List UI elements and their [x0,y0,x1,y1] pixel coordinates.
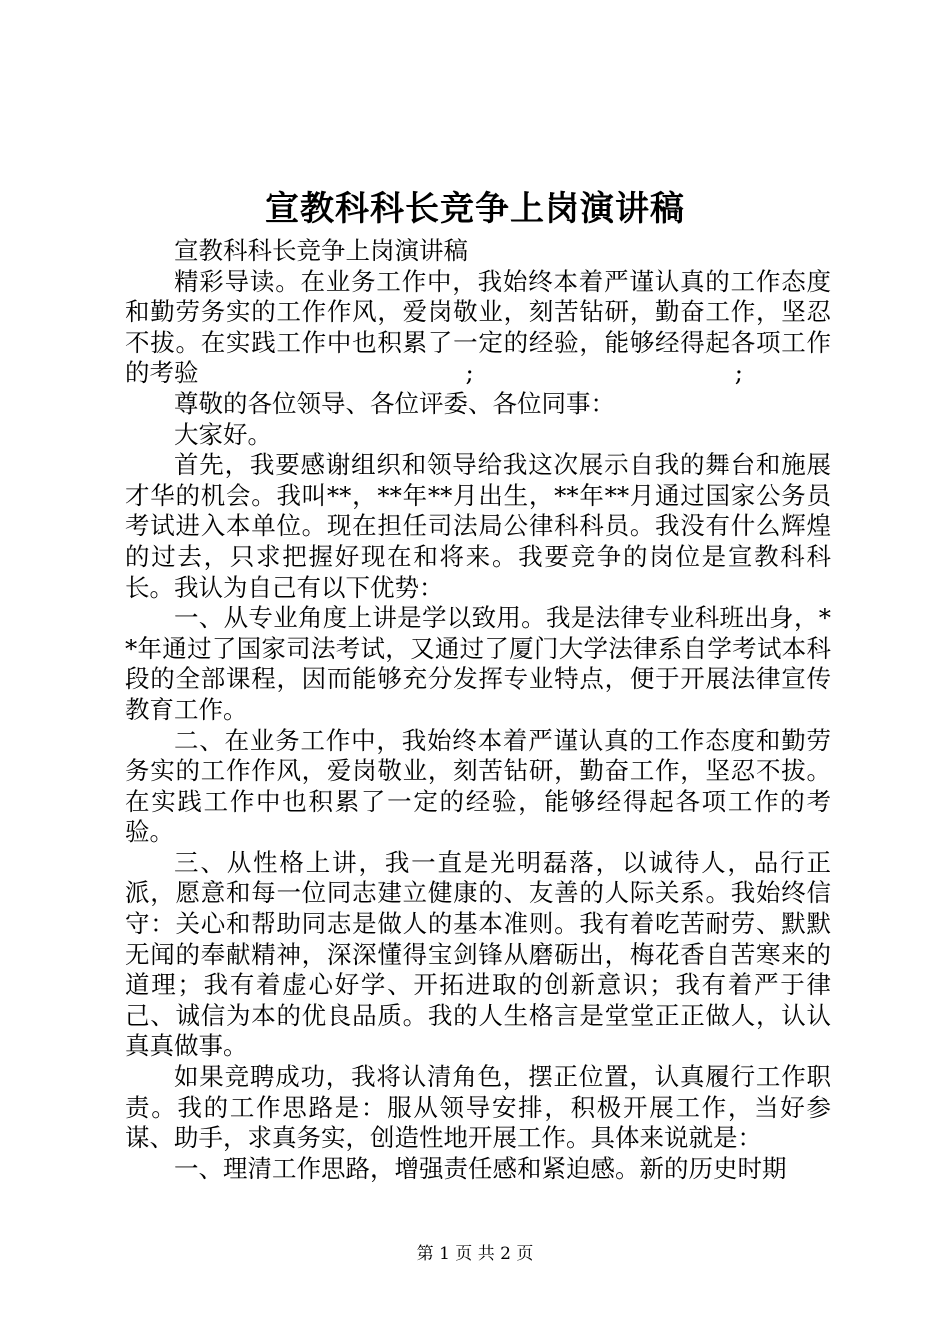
paragraph-hello: 大家好。 [174,419,272,449]
separator-semicolon: ; [465,358,474,388]
paragraph-advantage-3: 三、从性格上讲，我一直是光明磊落，以诚待人，品行正派，愿意和每一位同志建立健康的、友善的人际关系。我始终信守：关心和帮助同志是做人的基本准则。我有着吃苦耐劳、默默无闻的奉献精神，深深懂得宝剑锋从磨砺出，梅花香自苦寒来的道理；我有着虚心好学、开拓进取的创新意识；我有着严于律己、诚信为本的优良品质。我的人生格言是堂堂正正做人，认认真真做事。 [125,847,831,1061]
paragraph-plan-1: 一、理清工作思路，增强责任感和紧迫感。新的历史时期 [174,1153,787,1183]
paragraph-greeting: 尊敬的各位领导、各位评委、各位同事： [174,388,615,418]
paragraph-self-intro: 首先，我要感谢组织和领导给我这次展示自我的舞台和施展才华的机会。我叫**，**年**月出生，**年**月通过国家公务员考试进入本单位。现在担任司法局公律科科员。我没有什么辉煌的过去，只求把握好现在和将来。我要竞争的岗位是宣教科科长。我认为自己有以下优势： [125,450,831,602]
paragraph-intro-text: 精彩导读。在业务工作中，我始终本着严谨认真的工作态度和勤劳务实的工作作风，爱岗敬业，刻苦钻研，勤奋工作，坚忍不拔。在实践工作中也积累了一定的经验，能够经得起各项工作的考验 [125,266,831,388]
paragraph-plan: 如果竞聘成功，我将认清角色，摆正位置，认真履行工作职责。我的工作思路是：服从领导安排，积极开展工作，当好参谋、助手，求真务实，创造性地开展工作。具体来说就是： [125,1062,831,1153]
paragraph-subtitle: 宣教科科长竞争上岗演讲稿 [174,236,468,265]
document-body [125,236,831,1184]
document-title: 宣教科科长竞争上岗演讲稿 [265,189,685,229]
paragraph-intro [125,267,831,389]
paragraph-advantage-2: 二、在业务工作中，我始终本着严谨认真的工作态度和勤劳务实的工作作风，爱岗敬业，刻苦钻研，勤奋工作，坚忍不拔。在实践工作中也积累了一定的经验，能够经得起各项工作的考验。 [125,725,831,847]
paragraph-advantage-1: 一、从专业角度上讲是学以致用。我是法律专业科班出身，**年通过了国家司法考试，又通过了厦门大学法律系自学考试本科段的全部课程，因而能够充分发挥专业特点，便于开展法律宣传教育工作。 [125,603,831,724]
page-footer: 第 1 页 共 2 页 [416,1244,534,1264]
separator-semicolon: ; [734,358,744,388]
separator-row [199,358,744,387]
